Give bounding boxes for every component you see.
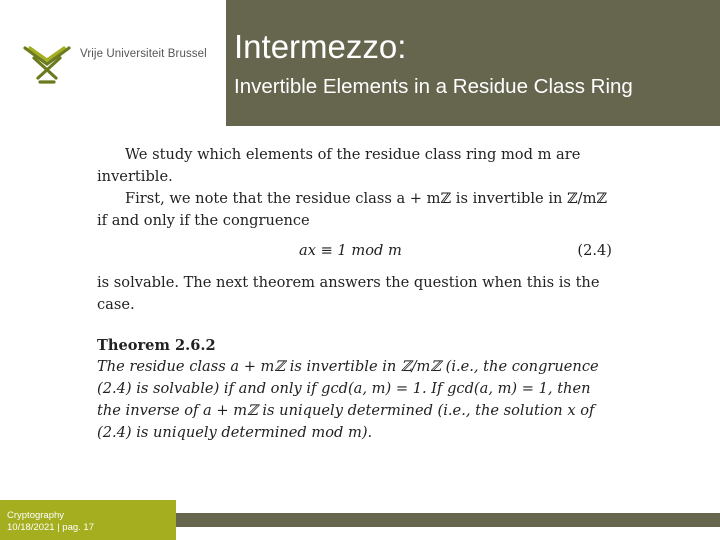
vub-logo-icon: [22, 44, 72, 88]
theorem-text: The residue class a + mℤ is invertible in ℤ/mℤ (i.e., the congruence (2.4) is solvable) if and only if gcd(a, m) = 1. If gcd(a, m) = 1, then the inverse of a + mℤ is uniquely determined (i.e., the solution x of (2.4) is uniquely determined mod m).: [97, 358, 599, 441]
equation-2-4: [97, 238, 612, 268]
equation-body: ax ≡ 1 mod m: [299, 242, 402, 259]
slide-subtitle: Invertible Elements in a Residue Class Ring: [234, 75, 633, 98]
footer-info: [0, 500, 176, 540]
equation-number: (2.4): [577, 242, 612, 259]
paragraph-congruence: First, we note that the residue class a + mℤ is invertible in ℤ/mℤ if and only if the congruence: [97, 190, 608, 229]
footer-date-page: 10/18/2021 | pag. 17: [7, 522, 94, 533]
paragraph-solvable: is solvable. The next theorem answers the question when this is the case.: [97, 274, 600, 313]
slide-title: Intermezzo:: [234, 28, 407, 65]
theorem-title: Theorem 2.6.2: [97, 337, 216, 354]
paragraph-intro: We study which elements of the residue class ring mod m are invertible.: [97, 146, 581, 185]
slide-content: [97, 144, 612, 444]
footer-course: Cryptography: [7, 510, 65, 521]
title-bar: [226, 0, 720, 126]
logo-area: [0, 0, 226, 126]
logo-text: Vrije Universiteit Brussel: [80, 48, 207, 60]
footer-bar: [176, 513, 720, 527]
